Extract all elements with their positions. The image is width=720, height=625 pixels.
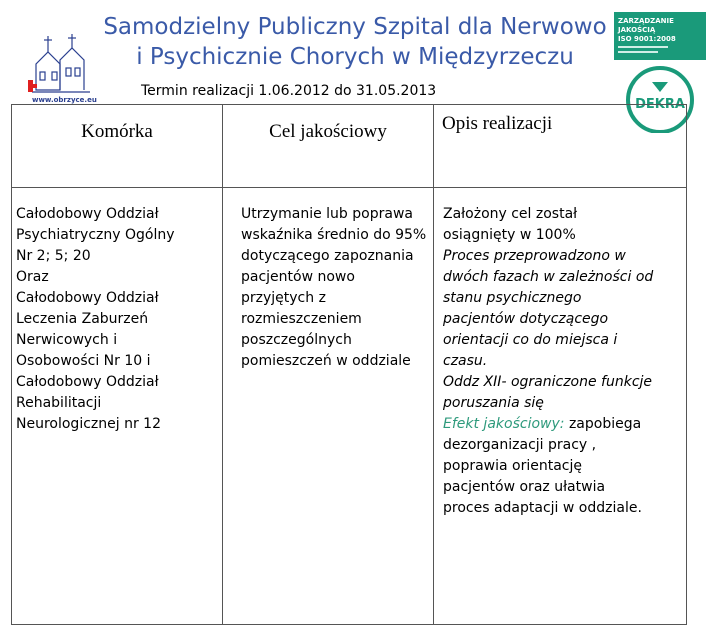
goal-line: dotyczącego zapoznania xyxy=(241,248,414,264)
logo-line-3: ISO 9001:2008 xyxy=(618,35,676,43)
dekra-brand: DEKRA xyxy=(635,97,685,112)
effect-label: Efekt jakościowy: xyxy=(443,416,565,432)
desc-line: osiągnięty w 100% xyxy=(443,227,576,243)
header-goal: Cel jakościowy xyxy=(223,105,434,188)
unit-line: Neurologicznej nr 12 xyxy=(16,416,161,432)
title-line-2: i Psychicznie Chorych w Międzyrzeczu xyxy=(136,44,574,70)
goal-line: poszczególnych xyxy=(241,332,352,348)
unit-line: Oraz xyxy=(16,269,49,285)
logo-line-2: JAKOŚCIĄ xyxy=(618,26,656,34)
goal-line: pomieszczeń w oddziale xyxy=(241,353,411,369)
desc-line: Oddz XII- ograniczone funkcje xyxy=(443,374,653,390)
unit-line: Całodobowy Oddział xyxy=(16,206,159,222)
goal-line: rozmieszczeniem xyxy=(241,311,362,327)
desc-line: poprawia orientację xyxy=(443,458,583,474)
unit-line: Leczenia Zaburzeń xyxy=(16,311,149,327)
cell-units xyxy=(12,188,223,625)
logo-line-1: ZARZĄDZANIE xyxy=(618,17,674,25)
desc-line: czasu. xyxy=(443,353,488,369)
goal-line: wskaźnika średnio do 95% xyxy=(241,227,427,243)
goal-line: pacjentów nowo xyxy=(241,269,355,285)
desc-line: Założony cel został xyxy=(443,206,578,222)
effect-first: zapobiega xyxy=(568,416,642,432)
goal-line: Utrzymanie lub poprawa xyxy=(241,206,413,222)
desc-line: proces adaptacji w oddziale. xyxy=(443,500,642,516)
unit-line: Całodobowy Oddział xyxy=(16,290,159,306)
effect-line xyxy=(443,414,682,435)
desc-line: stanu psychicznego xyxy=(443,290,582,306)
unit-line: Całodobowy Oddział xyxy=(16,374,159,390)
unit-line: Nerwicowych i xyxy=(16,332,118,348)
hospital-title xyxy=(95,12,615,72)
header-unit: Komórka xyxy=(12,105,223,188)
desc-line: dwóch fazach w zależności od xyxy=(443,269,654,285)
desc-line: pacjentów oraz ułatwia xyxy=(443,479,606,495)
unit-line: Nr 2; 5; 20 xyxy=(16,248,91,264)
hospital-logo xyxy=(28,30,102,108)
header-description: Opis realizacji xyxy=(434,105,687,188)
quality-table xyxy=(11,104,687,625)
desc-line: dezorganizacji pracy , xyxy=(443,437,597,453)
desc-line: poruszania się xyxy=(443,395,544,411)
desc-line: pacjentów dotyczącego xyxy=(443,311,609,327)
desc-line: orientacji co do miejsca i xyxy=(443,332,618,348)
unit-line: Psychiatryczny Ogólny xyxy=(16,227,175,243)
cell-goal xyxy=(223,188,434,625)
unit-line: Osobowości Nr 10 i xyxy=(16,353,151,369)
title-line-1: Samodzielny Publiczny Szpital dla Nerwowo xyxy=(103,14,607,40)
cell-description xyxy=(434,188,687,625)
logo-url: www.obrzyce.eu xyxy=(32,96,97,104)
term-text: Termin realizacji 1.06.2012 do 31.05.2013 xyxy=(141,83,437,99)
unit-line: Rehabilitacji xyxy=(16,395,102,411)
desc-line: Proces przeprowadzono w xyxy=(443,248,626,264)
goal-line: przyjętych z xyxy=(241,290,326,306)
